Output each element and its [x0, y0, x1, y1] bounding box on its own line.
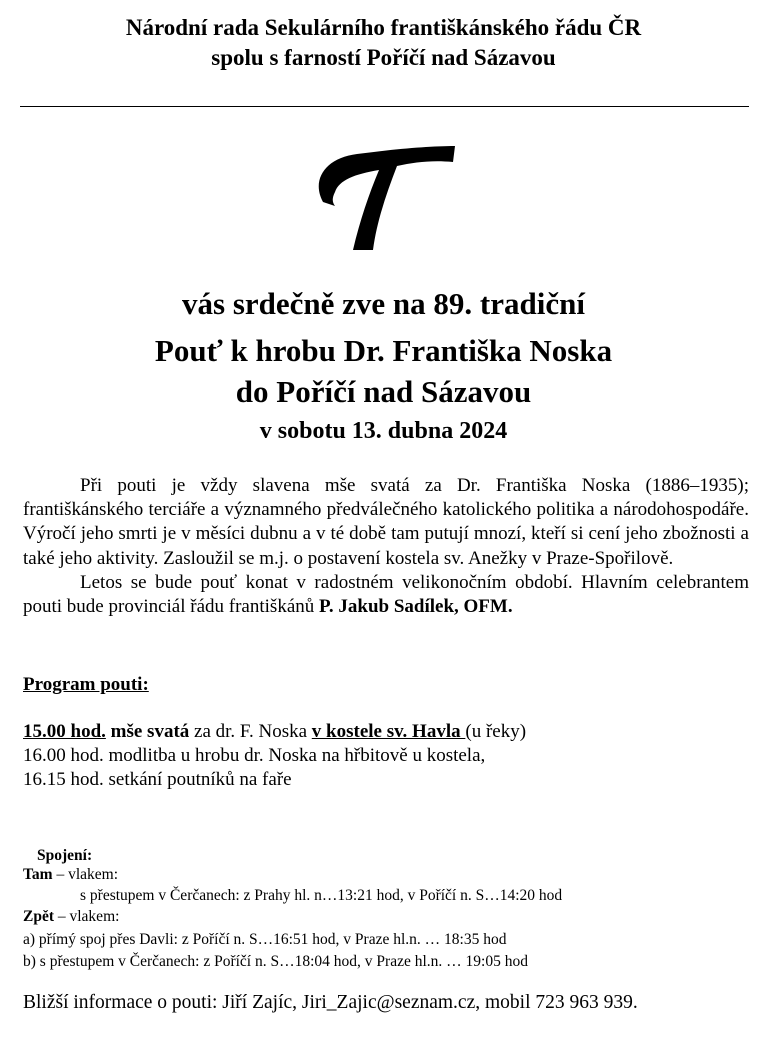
paragraph-2-text: Letos se bude pouť konat v radostném velikonočním období. Hlavním celebrantem pouti bude provinciál řádu františkánů: [23, 571, 749, 618]
header-line-2: spolu s farností Poříčí nad Sázavou: [211, 45, 556, 70]
description: [23, 474, 749, 619]
description-paragraph-2: [23, 571, 749, 619]
there-label: Tam: [23, 866, 53, 883]
back-mode: – vlakem:: [54, 908, 120, 925]
mass-label: mše svatá: [105, 721, 190, 742]
celebrant-name: P. Jakub Sadílek, OFM.: [319, 596, 513, 618]
description-paragraph-1: Při pouti je vždy slavena mše svatá za Dr. Františka Noska (1886–1935); františkánského terciáře a významného předválečného katolického politika a národohospodáře. Výročí jeho smrti je v měsíci dubnu a v té době tam putují mnozí, kteří si cení jeho zbožnosti a také jeho aktivity. Zasloužil se m.j. o postavení kostela sv. Anežky v Praze-Spořilově.: [23, 475, 749, 569]
connection-back-a: a) přímý spoj přes Davli: z Poříčí n. S…16:51 hod, v Praze hl.n. … 18:35 hod: [23, 931, 507, 948]
divider: [20, 106, 749, 107]
program-item-1: [23, 721, 526, 743]
program-item-2: 16.00 hod. modlitba u hrobu dr. Noska na hřbitově u kostela,: [23, 745, 486, 766]
mass-place: v kostele sv. Havla: [311, 721, 466, 742]
program-item-3: 16.15 hod. setkání poutníků na faře: [23, 769, 292, 790]
connections-back: [23, 908, 119, 926]
connection-there-1: s přestupem v Čerčanech: z Prahy hl. n…13:21 hod, v Poříčí n. S…14:20 hod: [80, 887, 563, 904]
mass-note: (u řeky): [465, 721, 527, 742]
back-label: Zpět: [23, 908, 54, 925]
contact-info: Bližší informace o pouti: Jiří Zajíc, Jiri_Zajic@seznam.cz, mobil 723 963 939.: [23, 992, 638, 1013]
program-title: Program pouti:: [23, 674, 149, 695]
mass-time: 15.00 hod.: [23, 721, 106, 742]
event-date: v sobotu 13. dubna 2024: [259, 418, 508, 444]
connections-title: Spojení:: [37, 847, 93, 864]
tau-cross-icon: [305, 140, 465, 255]
headline-line-1: vás srdečně zve na 89. tradiční: [182, 286, 585, 321]
headline-line-3: do Poříčí nad Sázavou: [235, 374, 532, 409]
connection-back-b: b) s přestupem v Čerčanech: z Poříčí n. S…18:04 hod, v Praze hl.n. … 19:05 hod: [23, 953, 528, 970]
headline-line-2: Pouť k hrobu Dr. Františka Noska: [154, 333, 613, 368]
connections-there: [23, 866, 118, 884]
there-mode: – vlakem:: [52, 866, 119, 883]
mass-text: za dr. F. Noska: [189, 721, 312, 742]
header-line-1: Národní rada Sekulárního františkánského řádu ČR: [125, 15, 642, 40]
